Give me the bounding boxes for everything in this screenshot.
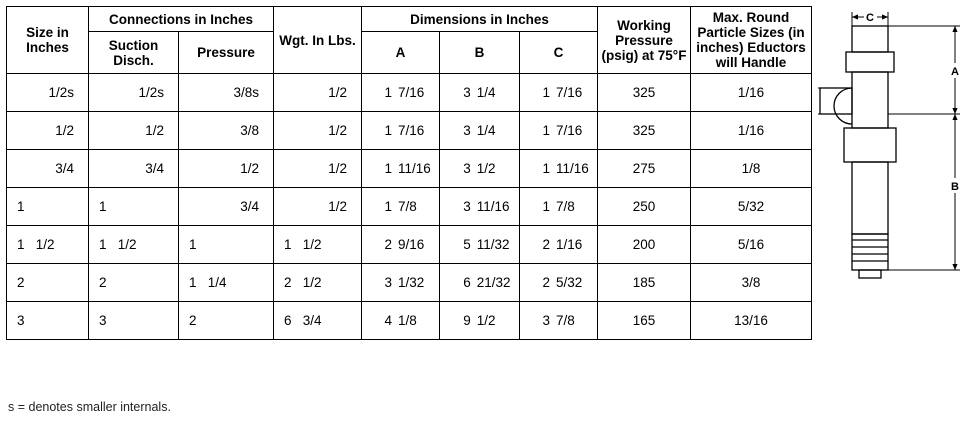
cell-dim-b-whole: 3 [463,85,471,101]
cell-max-particle-value: 1/16 [737,85,765,101]
cell-dim-c-frac: 11/16 [555,161,589,177]
header-row-top [7,7,812,32]
cell-dim-b-frac: 11/32 [476,237,510,253]
cell-working-pressure [598,226,691,264]
cell-size-value: 1/2s [48,85,74,101]
col-header-suction: Suction Disch. [89,32,179,74]
cell-max-particle [691,150,812,188]
cell-dim-b [440,226,520,264]
eductor-spec-table [6,6,812,340]
col-header-size: Size in Inches [7,7,89,74]
cell-pressure-value: 1 1/4 [189,275,227,291]
cell-working-pressure-value: 250 [632,199,656,215]
dim-b-arrow-top [952,114,957,120]
suction-branch-port [820,88,852,114]
cell-weight-value: 1/2 [328,199,347,215]
cell-dim-b-whole: 6 [463,275,471,291]
dim-a-arrow-bottom [952,108,957,114]
cell-suction [89,74,179,112]
col-header-max-particle: Max. Round Particle Sizes (in inches) Eductors will Handle [691,7,812,74]
cell-dim-b [440,150,520,188]
cell-dim-c-frac: 7/8 [555,199,575,215]
cell-suction [89,150,179,188]
cell-dim-b [440,302,520,340]
cell-working-pressure [598,188,691,226]
cell-pressure-value: 3/8 [240,123,259,139]
suction-throat-curve [834,88,852,124]
cell-dim-a-frac: 7/16 [397,123,425,139]
cell-size-value: 1/2 [55,123,74,139]
cell-dim-a-frac: 7/16 [397,85,425,101]
dim-b-arrow-bottom [952,264,957,270]
cell-suction-value: 2 [99,275,107,291]
cell-max-particle [691,226,812,264]
cell-dim-b [440,74,520,112]
cell-max-particle-value: 5/16 [737,237,765,253]
cell-size [7,264,89,302]
cell-working-pressure-value: 165 [632,313,656,329]
cell-dim-c-frac: 7/16 [555,85,583,101]
dim-c-arrow-right [882,14,888,19]
cell-dim-b-whole: 3 [463,199,471,215]
cell-suction [89,264,179,302]
cell-suction-value: 3 [99,313,107,329]
cell-dim-c-frac: 7/16 [555,123,583,139]
upper-flange [846,52,894,72]
top-inlet-body [852,26,888,52]
cell-max-particle-value: 1/16 [737,123,765,139]
cell-dim-b-frac: 11/16 [476,199,510,215]
table-row [7,150,812,188]
cell-dim-a-whole: 3 [384,275,392,291]
cell-pressure-value: 3/8s [233,85,259,101]
cell-weight-value: 1/2 [328,161,347,177]
cell-suction [89,188,179,226]
table-head [7,7,812,74]
col-header-dimensions-group: Dimensions in Inches [362,7,598,32]
table-row [7,226,812,264]
cell-weight [274,188,362,226]
cell-size-value: 1 1/2 [17,237,55,253]
eductor-drawing-svg [818,8,970,293]
cell-dim-a [362,74,440,112]
cell-dim-a-frac: 7/8 [397,199,417,215]
dim-b-label: B [951,181,959,193]
table-row [7,302,812,340]
cell-max-particle-value: 5/32 [737,199,765,215]
cell-size-value: 3/4 [55,161,74,177]
cell-dim-b-whole: 9 [463,313,471,329]
table-row [7,112,812,150]
cell-size [7,74,89,112]
cell-dim-a [362,112,440,150]
cell-dim-b-whole: 5 [463,237,471,253]
dim-c-label: C [866,12,874,24]
col-header-pressure: Pressure [179,32,274,74]
cell-pressure-value: 1/2 [240,161,259,177]
cell-working-pressure [598,302,691,340]
cell-weight [274,302,362,340]
cell-size-value: 2 [17,275,25,291]
cell-dim-c-whole: 1 [542,161,550,177]
cell-suction [89,226,179,264]
cell-dim-c-whole: 3 [542,313,550,329]
cell-size [7,302,89,340]
cell-dim-a-frac: 11/16 [397,161,431,177]
cell-dim-a [362,264,440,302]
cell-suction-value: 1/2s [138,85,164,101]
table-row [7,188,812,226]
cell-max-particle [691,264,812,302]
cell-weight [274,264,362,302]
cell-size [7,188,89,226]
cell-suction-value: 1 [99,199,107,215]
cell-weight-value: 1 1/2 [284,237,322,253]
eductor-dimension-diagram [818,8,970,293]
cell-dim-b-frac: 1/4 [476,123,496,139]
cell-working-pressure-value: 185 [632,275,656,291]
cell-dim-c-frac: 1/16 [555,237,583,253]
cell-max-particle-value: 1/8 [741,161,761,177]
cell-max-particle-value: 13/16 [734,313,768,329]
col-header-dim-a: A [362,32,440,74]
cell-dim-b-frac: 21/32 [476,275,511,291]
cell-pressure-value: 2 [189,313,197,329]
cell-working-pressure-value: 325 [632,123,656,139]
cell-dim-b-frac: 1/2 [476,313,496,329]
cell-max-particle-value: 3/8 [741,275,761,291]
dim-a-arrow-top [952,26,957,32]
cell-size [7,226,89,264]
outlet-tip [859,270,881,278]
cell-dim-a-frac: 1/8 [397,313,417,329]
cell-pressure [179,264,274,302]
cell-dim-c [520,188,598,226]
cell-dim-a [362,302,440,340]
cell-working-pressure [598,74,691,112]
cell-dim-c-whole: 1 [542,199,550,215]
cell-suction [89,302,179,340]
cell-max-particle [691,188,812,226]
cell-weight [274,150,362,188]
cell-pressure [179,150,274,188]
cell-dim-b [440,264,520,302]
cell-dim-c [520,150,598,188]
table-row [7,74,812,112]
dim-a-label: A [951,66,959,78]
cell-pressure-value: 3/4 [240,199,259,215]
mixing-chamber [844,128,896,162]
cell-size-value: 3 [17,313,25,329]
cell-pressure-value: 1 [189,237,197,253]
cell-max-particle [691,74,812,112]
cell-pressure [179,74,274,112]
cell-dim-a [362,150,440,188]
cell-size [7,112,89,150]
cell-dim-a-whole: 4 [384,313,392,329]
cell-working-pressure [598,264,691,302]
cell-dim-a [362,188,440,226]
cell-dim-a-frac: 9/16 [397,237,425,253]
spec-table-container [6,6,811,340]
cell-dim-c [520,74,598,112]
cell-dim-a-whole: 1 [384,161,392,177]
cell-dim-a-frac: 1/32 [397,275,425,291]
cell-dim-a-whole: 2 [384,237,392,253]
cell-weight-value: 2 1/2 [284,275,322,291]
cell-dim-b-frac: 1/2 [476,161,496,177]
cell-pressure [179,112,274,150]
cell-dim-b [440,112,520,150]
cell-dim-c-frac: 7/8 [555,313,575,329]
dim-c-arrow-left [852,14,858,19]
cell-dim-c [520,302,598,340]
col-header-connections-group: Connections in Inches [89,7,274,32]
table-body [7,74,812,340]
cell-dim-c [520,264,598,302]
cell-dim-a-whole: 1 [384,123,392,139]
cell-max-particle [691,302,812,340]
cell-weight-value: 6 3/4 [284,313,322,329]
cell-size [7,150,89,188]
cell-suction-value: 1 1/2 [99,237,137,253]
cell-weight [274,74,362,112]
cell-dim-c-whole: 1 [542,85,550,101]
table-row [7,264,812,302]
cell-dim-b-whole: 3 [463,161,471,177]
cell-suction-value: 1/2 [145,123,164,139]
cell-dim-a-whole: 1 [384,85,392,101]
cell-weight [274,112,362,150]
cell-dim-c-whole: 2 [542,275,550,291]
cell-working-pressure-value: 275 [632,161,656,177]
discharge-body [852,162,888,234]
cell-dim-c-whole: 1 [542,123,550,139]
cell-dim-c-frac: 5/32 [555,275,583,291]
cell-pressure [179,302,274,340]
cell-dim-c-whole: 2 [542,237,550,253]
main-body-upper [852,72,888,128]
table-footnote: s = denotes smaller internals. [8,400,171,414]
cell-suction-value: 3/4 [145,161,164,177]
cell-max-particle [691,112,812,150]
cell-dim-a-whole: 1 [384,199,392,215]
cell-dim-c [520,226,598,264]
cell-dim-b-frac: 1/4 [476,85,496,101]
cell-dim-a [362,226,440,264]
cell-working-pressure-value: 325 [632,85,656,101]
col-header-weight: Wgt. In Lbs. [274,7,362,74]
cell-dim-b [440,188,520,226]
col-header-dim-b: B [440,32,520,74]
cell-working-pressure [598,112,691,150]
col-header-dim-c: C [520,32,598,74]
cell-weight [274,226,362,264]
cell-pressure [179,188,274,226]
col-header-working-pressure: Working Pressure (psig) at 75°F [598,7,691,74]
cell-dim-b-whole: 3 [463,123,471,139]
cell-suction [89,112,179,150]
cell-size-value: 1 [17,199,25,215]
cell-dim-c [520,112,598,150]
cell-working-pressure [598,150,691,188]
cell-pressure [179,226,274,264]
cell-weight-value: 1/2 [328,85,347,101]
cell-working-pressure-value: 200 [632,237,656,253]
cell-weight-value: 1/2 [328,123,347,139]
